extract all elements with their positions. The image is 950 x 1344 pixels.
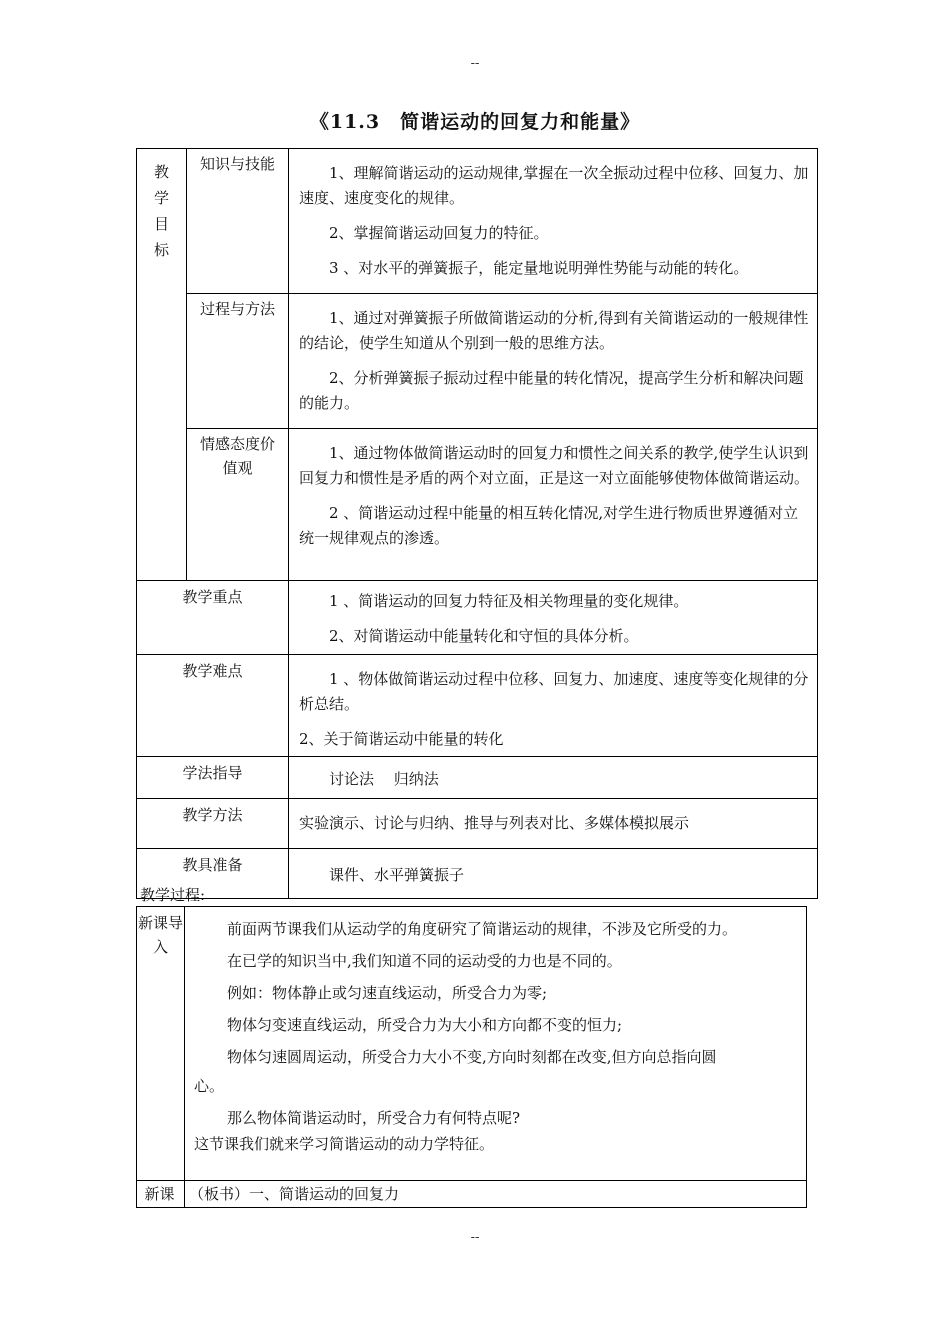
- process-method-item: 2、分析弹簧振子振动过程中能量的转化情况，提高学生分析和解决问题的能力。: [299, 369, 804, 412]
- process-method-label: 过程与方法: [187, 294, 289, 429]
- intro-paragraph: 前面两节课我们从运动学的角度研究了简谐运动的规律，不涉及它所受的力。: [227, 920, 738, 938]
- process-method-item: 1、通过对弹簧振子所做简谐运动的分析,得到有关简谐运动的一般规律性的结论，使学生知道从个别到一般的思维方法。: [299, 309, 809, 352]
- knowledge-item: 2、掌握简谐运动回复力的特征。: [329, 224, 549, 242]
- knowledge-content: [289, 149, 818, 294]
- new-lesson-label: 新课: [137, 1181, 185, 1208]
- tools-label: 教具准备: [137, 849, 289, 899]
- emotion-label: 情感态度价值观: [187, 429, 289, 581]
- page-mark-bottom: --: [470, 1230, 480, 1245]
- tools-value: 课件、水平弹簧振子: [329, 866, 465, 884]
- difficulties-label: 教学难点: [137, 655, 289, 757]
- intro-paragraph: 这节课我们就来学习简谐运动的动力学特征。: [194, 1135, 495, 1153]
- objectives-category: [137, 149, 187, 581]
- tools-content: [289, 849, 818, 899]
- methods-value: 实验演示、讨论与归纳、推导与列表对比、多媒体模拟展示: [299, 814, 690, 832]
- objectives-table: [136, 148, 818, 899]
- emotion-item: 2 、简谐运动过程中能量的相互转化情况,对学生进行物质世界遵循对立统一规律观点的渗透。: [299, 504, 799, 547]
- category-char: 目: [153, 215, 169, 233]
- process-table: [136, 906, 807, 1208]
- document-title: 《11.3 简谐运动的回复力和能量》: [309, 111, 641, 133]
- intro-paragraph: 物体匀变速直线运动，所受合力为大小和方向都不变的恒力;: [227, 1016, 623, 1034]
- intro-paragraph: 物体匀速圆周运动，所受合力大小不变,方向时刻都在改变,但方向总指向圆: [227, 1048, 717, 1066]
- study-guide-value: 讨论法 归纳法: [329, 770, 439, 788]
- page-mark-top: --: [470, 56, 480, 71]
- methods-content: [289, 799, 818, 849]
- intro-label: 新课导入: [137, 907, 185, 1181]
- knowledge-item: 3 、对水平的弹簧振子，能定量地说明弹性势能与动能的转化。: [329, 259, 749, 277]
- knowledge-label: 知识与技能: [187, 149, 289, 294]
- emotion-item: 1、通过物体做简谐运动时的回复力和惯性之间关系的教学,使学生认识到回复力和惯性是矛盾的两个对立面，正是这一对立面能够使物体做简谐运动。: [299, 444, 810, 487]
- difficulty-item: 1 、物体做简谐运动过程中位移、回复力、加速度、速度等变化规律的分析总结。: [299, 670, 809, 713]
- intro-paragraph: 在已学的知识当中,我们知道不同的运动受的力也是不同的。: [227, 952, 622, 970]
- process-method-content: [289, 294, 818, 429]
- key-points-content: [289, 581, 818, 655]
- intro-paragraph: 那么物体简谐运动时，所受合力有何特点呢?: [227, 1109, 521, 1127]
- difficulty-item: 2、关于简谐运动中能量的转化: [299, 730, 504, 748]
- methods-label: 教学方法: [137, 799, 289, 849]
- new-lesson-content: （板书）一、简谐运动的回复力: [185, 1181, 807, 1208]
- intro-paragraph: 心。: [194, 1077, 225, 1095]
- category-char: 教: [153, 163, 169, 181]
- difficulties-content: [289, 655, 818, 757]
- intro-paragraph: 例如：物体静止或匀速直线运动，所受合力为零;: [227, 984, 548, 1002]
- category-char: 标: [153, 241, 169, 259]
- category-char: 学: [153, 189, 169, 207]
- emotion-content: [289, 429, 818, 581]
- key-point-item: 1 、简谐运动的回复力特征及相关物理量的变化规律。: [329, 592, 689, 610]
- knowledge-item: 1、理解简谐运动的运动规律,掌握在一次全振动过程中位移、回复力、加速度、速度变化的规律。: [299, 164, 809, 207]
- study-guide-content: [289, 757, 818, 799]
- study-guide-label: 学法指导: [137, 757, 289, 799]
- key-points-label: 教学重点: [137, 581, 289, 655]
- process-heading: 教学过程:: [140, 886, 206, 904]
- key-point-item: 2、对简谐运动中能量转化和守恒的具体分析。: [329, 627, 639, 645]
- intro-content: [185, 907, 807, 1181]
